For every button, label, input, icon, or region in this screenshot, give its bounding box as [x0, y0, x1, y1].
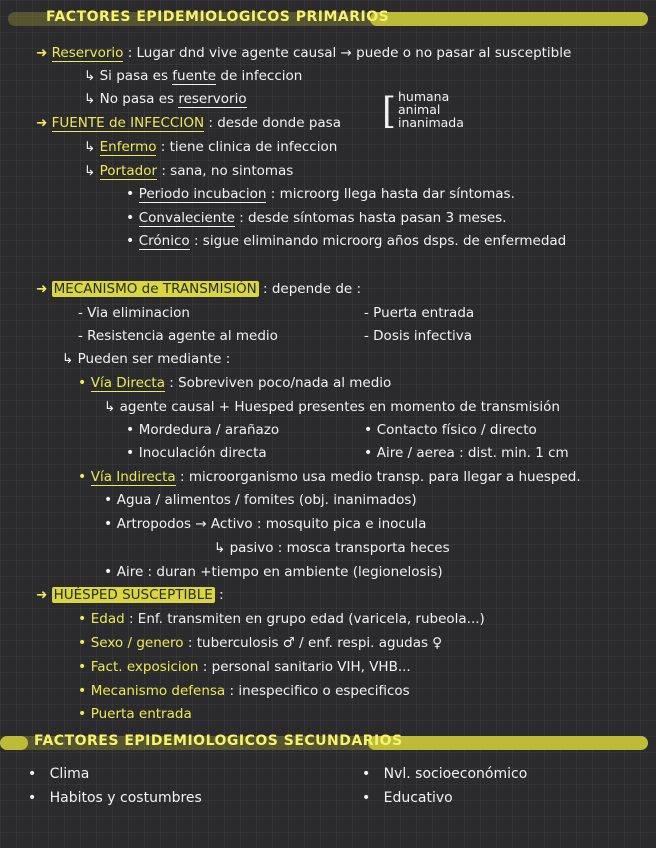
mecanismo-right-2: - Dosis infectiva [364, 328, 473, 344]
secundario-text: Habitos y costumbres [49, 790, 202, 806]
directa-item-text: Mordedura / arañazo [138, 422, 280, 438]
pueden-line [62, 350, 230, 368]
directa-item-text: Contacto físico / directo [376, 422, 537, 438]
huesped-term: HUÉSPED SUSCEPTIBLE [53, 587, 213, 603]
bullet-icon: • [362, 790, 384, 806]
directa-def: : Sobreviven poco/nada al medio [169, 375, 392, 391]
huesped-item-1 [78, 610, 485, 628]
indirecta-activo: Activo : mosquito pica e inocula [210, 516, 427, 532]
huesped-item-term: Edad [90, 611, 125, 627]
huesped-item-def: : Enf. transmiten en grupo edad (varicela, rubeola...) [128, 611, 485, 627]
mecanismo-left-2: - Resistencia agente al medio [78, 328, 278, 344]
huesped-item-2 [78, 634, 442, 652]
bullet-icon: • [78, 375, 91, 391]
portador-item-1 [126, 185, 515, 203]
huesped-item-term: Mecanismo defensa [90, 683, 226, 699]
fuente-type-3: inanimada [398, 115, 464, 130]
portador-item-def: : sigue eliminando microorg años dsps. de enfermedad [193, 233, 567, 249]
bullet-icon: • [104, 492, 117, 508]
portador-item-2 [126, 209, 507, 227]
return-arrow-icon: ↳ [84, 68, 100, 84]
huesped-item-def: : tuberculosis ♂ / enf. respi. agudas ♀ [187, 635, 443, 651]
indirecta-pasivo: pasivo : mosca transporta heces [229, 540, 450, 556]
huesped-line [36, 586, 224, 604]
enfermo-def: : tiene clinica de infeccion [160, 139, 338, 155]
mecanismo-def: : depende de : [263, 281, 362, 297]
portador-item-term: Convaleciente [138, 210, 235, 226]
bullet-icon: • [78, 611, 91, 627]
arrow-icon: ➜ [36, 587, 52, 603]
bullet-icon: • [362, 766, 384, 782]
mecanismo-left-1: - Via eliminacion [78, 305, 190, 321]
directa-item-text: Inoculación directa [138, 445, 267, 461]
reservorio-si: Si pasa es [99, 68, 168, 84]
secundario-left-1 [28, 765, 89, 783]
mecanismo-line [36, 280, 361, 298]
indirecta-pasivo-line [214, 539, 450, 557]
return-arrow-icon: ↳ [214, 540, 230, 556]
directa-item-text: Aire / aerea : dist. min. 1 cm [376, 445, 569, 461]
huesped-item-5 [78, 705, 192, 723]
portador-item-def: : desde síntomas hasta pasan 3 meses. [239, 210, 507, 226]
section2-title: FACTORES EPIDEMIOLOGICOS SECUNDARIOS [34, 733, 403, 749]
arrow-icon: ➜ [36, 115, 52, 131]
indirecta-agua [104, 491, 417, 509]
return-arrow-icon: ↳ [84, 139, 100, 155]
directa-item-l1 [126, 421, 279, 439]
reservorio-no-term: reservorio [178, 91, 247, 107]
bullet-icon: • [126, 233, 139, 249]
return-arrow-icon: ↳ [104, 399, 120, 415]
enfermo-term: Enfermo [99, 139, 157, 155]
reservorio-term: Reservorio [51, 45, 124, 61]
huesped-item-term: Sexo / genero [90, 635, 184, 651]
directa-item-r1 [364, 421, 537, 439]
arrow-icon: ➜ [36, 281, 52, 297]
section1-title: FACTORES EPIDEMIOLOGICOS PRIMARIOS [46, 9, 390, 25]
portador-def: : sana, no sintomas [161, 163, 294, 179]
indirecta-item-text: Artropodos [116, 516, 192, 532]
arrow-icon: ➜ [36, 45, 52, 61]
huesped-item-term: Puerta entrada [90, 706, 192, 722]
bullet-icon: • [78, 683, 91, 699]
portador-item-3 [126, 232, 566, 250]
directa-term: Vía Directa [90, 375, 165, 391]
huesped-item-def: : inespecifico o especificos [229, 683, 410, 699]
indirecta-line [78, 468, 581, 486]
return-arrow-icon: ↳ [62, 351, 78, 367]
indirecta-item-text: Aire : duran +tiempo en ambiente (legionelosis) [116, 564, 443, 580]
fuente-type-1: humana [398, 89, 450, 104]
secundario-left-2 [28, 789, 202, 807]
reservorio-def: : Lugar dnd vive agente causal → puede o no pasar al susceptible [127, 45, 572, 61]
indirecta-aire [104, 563, 443, 581]
reservorio-no: No pasa es [99, 91, 175, 107]
bullet-icon: • [78, 706, 91, 722]
bullet-icon: • [104, 516, 117, 532]
mecanismo-term: MECANISMO de TRANSMISIÓN [53, 281, 257, 297]
section1-header-accent [370, 12, 648, 26]
portador-item-term: Crónico [138, 233, 190, 249]
fuente-line [36, 114, 341, 132]
return-arrow-icon: ↳ [84, 91, 100, 107]
section2-header-accent-left [0, 736, 28, 750]
bullet-icon: • [126, 186, 139, 202]
bullet-icon: • [364, 422, 377, 438]
reservorio-si-term: fuente [172, 68, 217, 84]
huesped-colon: : [219, 587, 224, 603]
secundario-right-1 [362, 765, 527, 783]
fuente-type-2: animal [398, 102, 441, 117]
portador-line [84, 162, 293, 180]
bullet-icon: • [104, 564, 117, 580]
bullet-icon: • [126, 210, 139, 226]
secundario-text: Educativo [383, 790, 453, 806]
secundario-text: Clima [49, 766, 90, 782]
bullet-icon: • [364, 445, 377, 461]
huesped-item-def: : personal sanitario VIH, VHB... [202, 659, 411, 675]
section2-header-accent-right [368, 736, 648, 750]
fuente-brace: [ [382, 91, 397, 132]
reservorio-line [36, 44, 571, 62]
directa-sub: agente causal + Huesped presentes en momento de transmisión [119, 399, 560, 415]
bullet-icon: • [28, 790, 50, 806]
secundario-right-2 [362, 789, 453, 807]
indirecta-def: : microorganismo usa medio transp. para llegar a huesped. [179, 469, 581, 485]
bullet-icon: • [78, 659, 91, 675]
directa-sub-line [104, 398, 560, 416]
fuente-term: FUENTE de INFECCION [51, 115, 205, 131]
huesped-item-3 [78, 658, 411, 676]
indirecta-item-text: Agua / alimentos / fomites (obj. inanimados) [116, 492, 417, 508]
bullet-icon: • [126, 445, 139, 461]
fuente-def: : desde donde pasa [208, 115, 341, 131]
bullet-icon: • [126, 422, 139, 438]
reservorio-no-line [84, 90, 247, 108]
pueden-text: Pueden ser mediante : [77, 351, 231, 367]
portador-term: Portador [99, 163, 158, 179]
mecanismo-right-1: - Puerta entrada [364, 305, 475, 321]
bullet-icon: • [78, 469, 91, 485]
return-arrow-icon: ↳ [84, 163, 100, 179]
indirecta-term: Vía Indirecta [90, 469, 176, 485]
directa-item-l2 [126, 444, 267, 462]
portador-item-term: Periodo incubacion [138, 186, 267, 202]
reservorio-si-line [84, 67, 302, 85]
reservorio-si-end: de infeccion [220, 68, 303, 84]
indirecta-artropodos [104, 515, 426, 533]
enfermo-line [84, 138, 337, 156]
bullet-icon: • [28, 766, 50, 782]
arrow-icon: → [195, 516, 211, 532]
directa-item-r2 [364, 444, 569, 462]
bullet-icon: • [78, 635, 91, 651]
secundario-text: Nvl. socioeconómico [383, 766, 528, 782]
huesped-item-term: Fact. exposicion [90, 659, 199, 675]
portador-item-def: : microorg llega hasta dar síntomas. [270, 186, 515, 202]
huesped-item-4 [78, 682, 410, 700]
directa-line [78, 374, 391, 392]
